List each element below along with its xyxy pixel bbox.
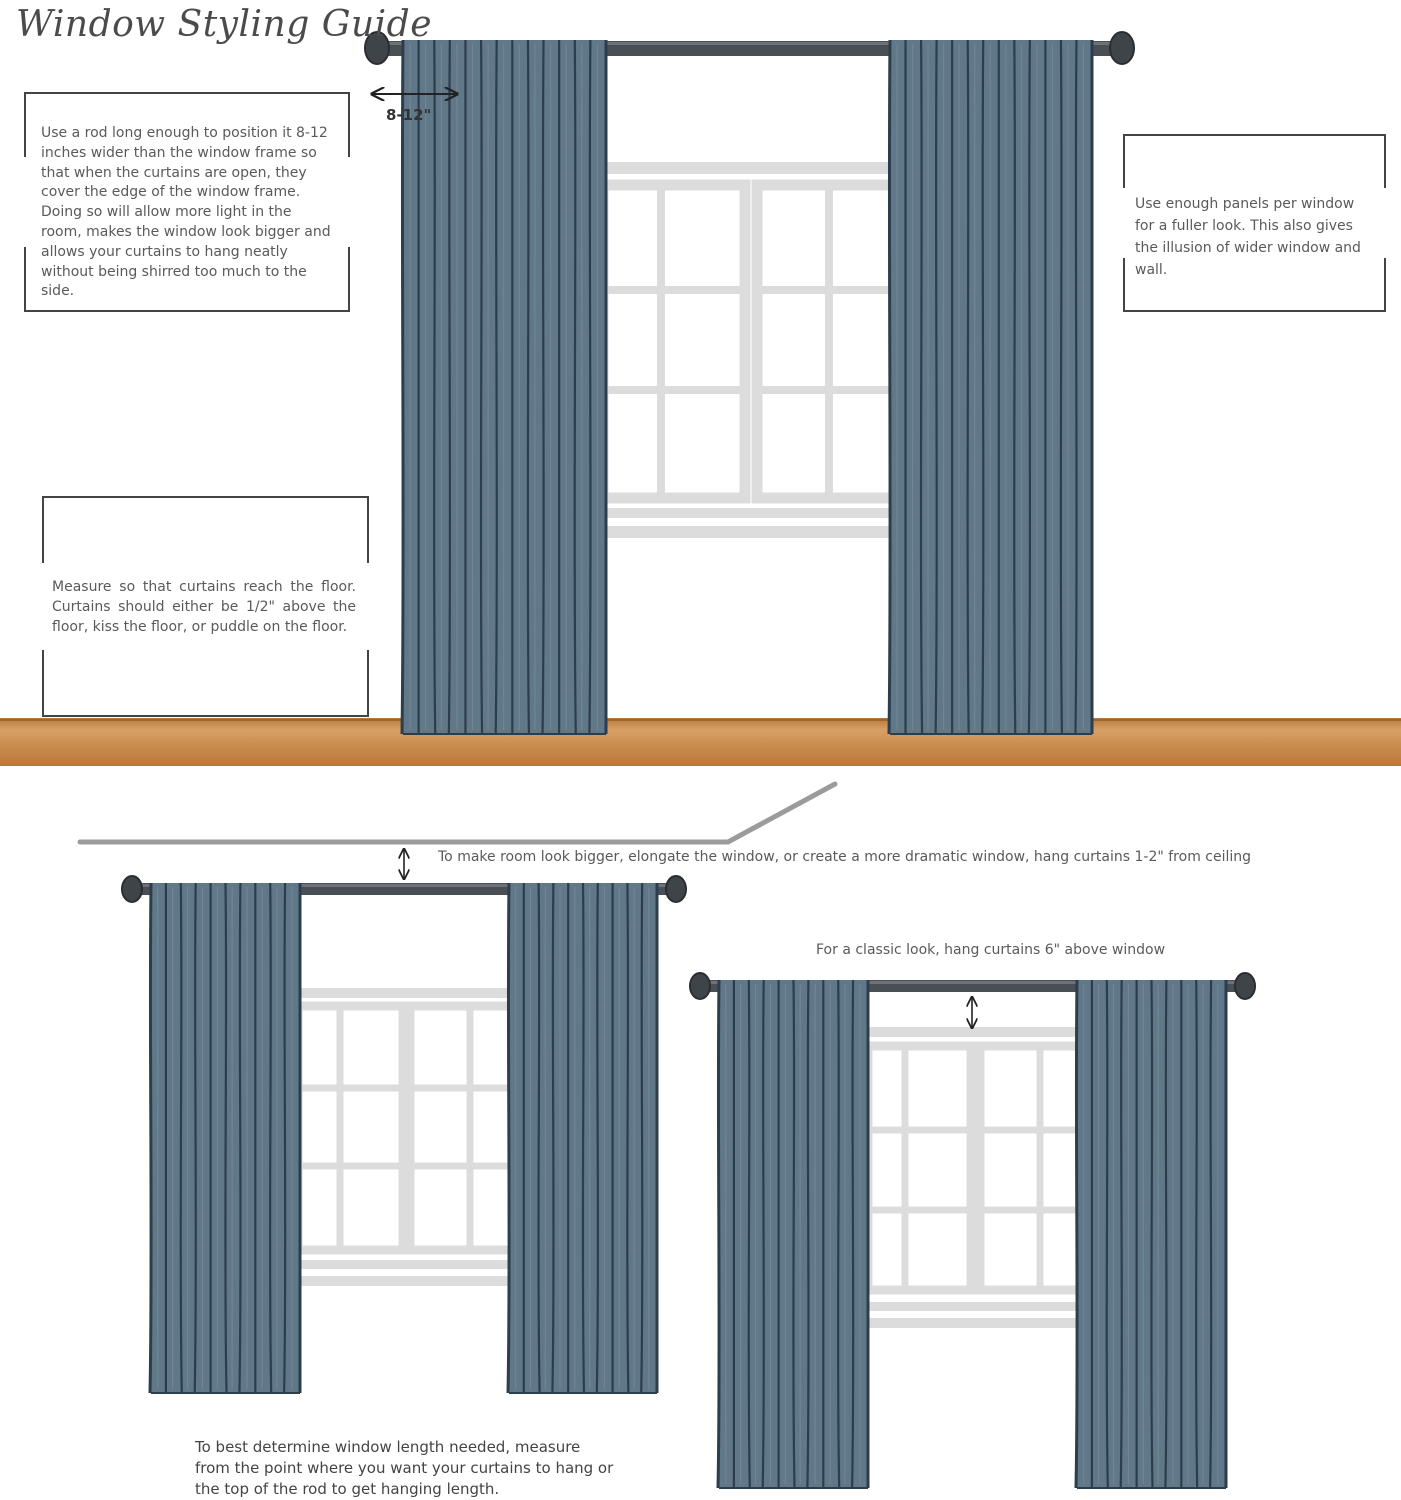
window-top (598, 162, 899, 538)
curtain-panel-bottom-left-2 (508, 883, 657, 1393)
floor (0, 718, 1401, 766)
rod-extension-label: 8-12" (386, 106, 432, 124)
curtain-panel-bottom-right-1 (718, 980, 868, 1488)
rod-width-note: Use a rod long enough to position it 8-12 inches wider than the window frame so that when the curtains are open, they cover the edge of the window frame. Doing so will allow more light in the room, makes the window look bigger and allows your curtains to hang neatly without being shirred too much to the side. (41, 125, 331, 300)
floor-note: Measure so that curtains reach the floor. Curtains should either be 1/2" above the floor, kiss the floor, or puddle on the floor. (52, 579, 356, 635)
curtain-panel-top-left (402, 40, 606, 734)
ceiling-line (80, 784, 835, 842)
note-frame-top (1123, 134, 1386, 188)
window-bottom-left (294, 988, 515, 1286)
note-frame-bottom (42, 650, 369, 717)
curtain-panel-bottom-right-2 (1076, 980, 1226, 1488)
panels-note: Use enough panels per window for a fuller look. This also gives the illusion of wider window and wall. (1135, 196, 1361, 278)
classic-note: For a classic look, hang curtains 6" above window (816, 942, 1166, 958)
ceiling-note: To make room look bigger, elongate the window, or create a more dramatic window, hang curtains 1-2" from ceiling (438, 849, 1252, 865)
curtain-panel-top-right (889, 40, 1092, 734)
window-bottom-right (864, 1027, 1084, 1328)
curtain-panel-bottom-left-1 (150, 883, 300, 1393)
note-frame-top (42, 496, 369, 563)
length-note: To best determine window length needed, measure from the point where you want your curtains to hang or the top of the rod to get hanging length. (195, 1438, 614, 1498)
page-title: Window Styling Guide (16, 4, 433, 45)
